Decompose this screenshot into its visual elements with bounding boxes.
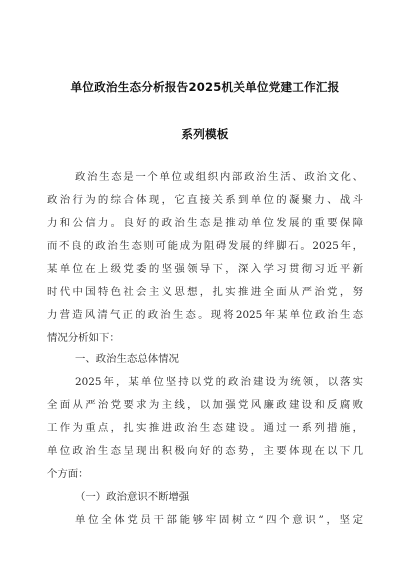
- paragraph-line: 工作为重点，扎实推进政治生态建设。通过一系列措施，: [47, 422, 363, 434]
- section-heading: 一、政治生态总体情况: [75, 353, 179, 365]
- paragraph-line: 时代中国特色社会主义思想，扎实推进全面从严治党，努: [47, 286, 363, 298]
- paragraph-line: 政治行为的综合体现，它直接关系到单位的凝聚力、战斗: [47, 194, 363, 206]
- paragraph-line: 情况分析如下：: [47, 332, 120, 344]
- paragraph-line: 2025年，某单位坚持以党的政治建设为统领，以落实: [75, 376, 363, 388]
- paragraph-line: 单位政治生态呈现出积极向好的态势，主要体现在以下几: [47, 445, 363, 457]
- paragraph-line: 全面从严治党要求为主线，以加强党风廉政建设和反腐败: [47, 399, 363, 411]
- paragraph-line: 而不良的政治生态则可能成为阻碍发展的绊脚石。2025年，: [47, 240, 363, 252]
- paragraph-line: 政治生态是一个单位或组织内部政治生活、政治文化、: [75, 171, 363, 183]
- subsection-heading: （一）政治意识不断增强: [75, 491, 190, 503]
- paragraph-line: 力和公信力。良好的政治生态是推动单位发展的重要保障: [47, 217, 363, 229]
- document-subtitle: 系列模板: [181, 127, 229, 141]
- paragraph-line: 力营造风清气正的政治生态。现将2025年某单位政治生态: [47, 309, 363, 321]
- paragraph-line: 某单位在上级党委的坚强领导下，深入学习贯彻习近平新: [47, 263, 363, 275]
- document-title: 单位政治生态分析报告2025机关单位党建工作汇报: [70, 80, 340, 94]
- paragraph-line: 个方面：: [47, 468, 89, 480]
- paragraph-line: 单位全体党员干部能够牢固树立“四个意识”，坚定: [75, 514, 363, 526]
